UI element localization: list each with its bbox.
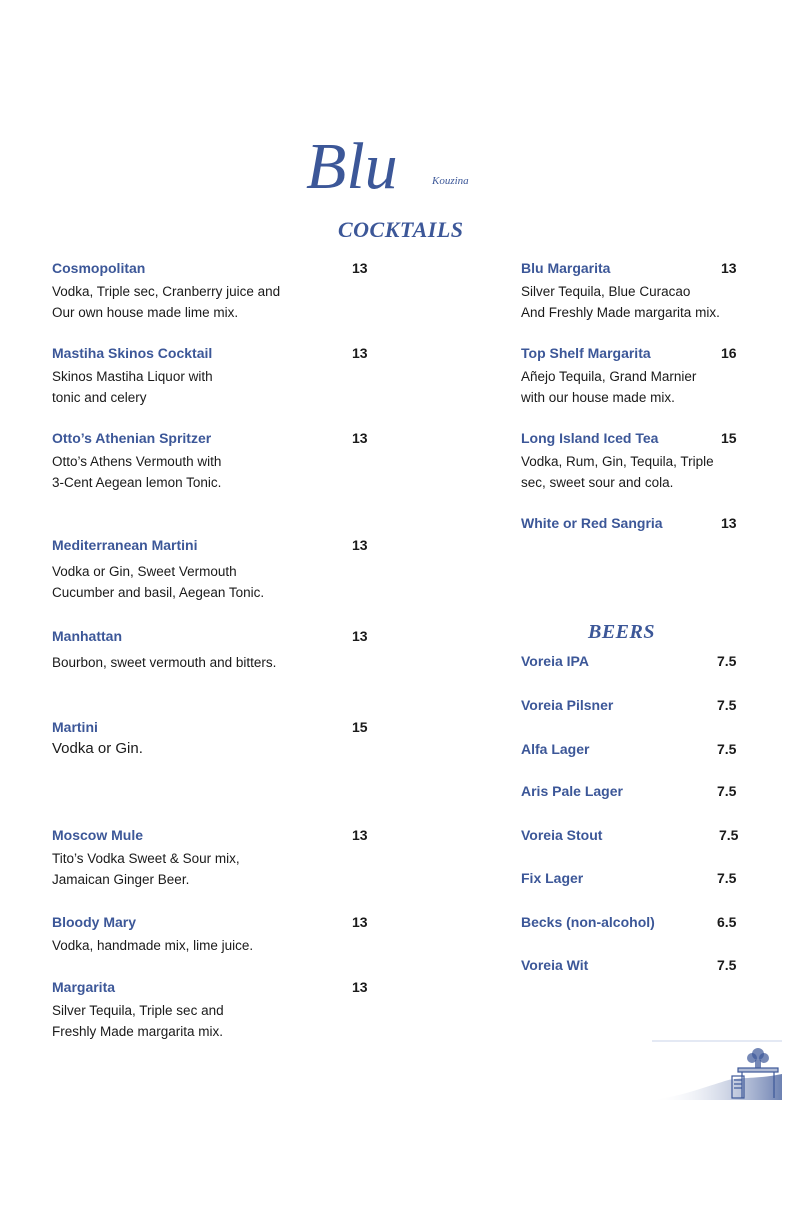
cocktail-price: 13 bbox=[721, 515, 737, 531]
cocktail-price: 13 bbox=[352, 260, 368, 276]
beer-price: 7.5 bbox=[719, 827, 739, 843]
cocktail-description: Vodka, Triple sec, Cranberry juice and Our own house made lime mix. bbox=[52, 284, 281, 320]
beer-name: Alfa Lager bbox=[521, 741, 590, 757]
beer-price: 7.5 bbox=[717, 783, 737, 799]
cocktail-name: Margarita bbox=[52, 979, 116, 995]
cocktail-description: Silver Tequila, Blue Curacao And Freshly Made margarita mix. bbox=[521, 284, 720, 320]
logo-wordmark: Blu bbox=[306, 130, 398, 202]
cocktail-description: Otto’s Athens Vermouth with 3-Cent Aegean lemon Tonic. bbox=[52, 454, 222, 490]
cocktail-description: Añejo Tequila, Grand Marnier with our house made mix. bbox=[521, 369, 697, 405]
beer-price: 7.5 bbox=[717, 653, 737, 669]
cocktail-name: Mastiha Skinos Cocktail bbox=[52, 345, 213, 361]
beer-name: Voreia Pilsner bbox=[521, 697, 614, 713]
beer-name: Becks (non-alcohol) bbox=[521, 914, 655, 930]
beer-name: Voreia Stout bbox=[521, 827, 603, 843]
beer-name: Aris Pale Lager bbox=[521, 783, 623, 799]
cocktail-name: Manhattan bbox=[52, 628, 122, 644]
beer-name: Voreia IPA bbox=[521, 653, 589, 669]
cocktail-name: White or Red Sangria bbox=[521, 515, 663, 531]
cocktail-price: 15 bbox=[721, 430, 737, 446]
beer-name: Fix Lager bbox=[521, 870, 584, 886]
cocktail-price: 13 bbox=[352, 979, 368, 995]
beer-price: 7.5 bbox=[717, 870, 737, 886]
cocktail-name: Otto’s Athenian Spritzer bbox=[52, 430, 212, 446]
taverna-table-illustration bbox=[652, 1040, 782, 1102]
cocktail-description: Vodka or Gin, Sweet Vermouth Cucumber and basil, Aegean Tonic. bbox=[52, 564, 265, 600]
beer-price: 6.5 bbox=[717, 914, 737, 930]
cocktail-price: 13 bbox=[352, 430, 368, 446]
cocktail-description: Silver Tequila, Triple sec and Freshly Made margarita mix. bbox=[52, 1003, 224, 1039]
beers-title: BEERS bbox=[588, 621, 655, 643]
cocktail-price: 13 bbox=[352, 628, 368, 644]
cocktail-name: Long Island Iced Tea bbox=[521, 430, 659, 446]
cocktail-name: Martini bbox=[52, 719, 98, 735]
cocktail-name: Cosmopolitan bbox=[52, 260, 146, 276]
cocktail-description: Vodka, Rum, Gin, Tequila, Triple sec, sweet sour and cola. bbox=[521, 454, 714, 490]
cocktail-name: Top Shelf Margarita bbox=[521, 345, 651, 361]
cocktail-description: Tito’s Vodka Sweet & Sour mix, Jamaican Ginger Beer. bbox=[52, 851, 240, 887]
cocktail-price: 13 bbox=[352, 537, 368, 553]
cocktail-description: Vodka, handmade mix, lime juice. bbox=[52, 938, 254, 953]
cocktails-title: COCKTAILS bbox=[338, 217, 464, 242]
beer-price: 7.5 bbox=[717, 741, 737, 757]
cocktail-price: 15 bbox=[352, 719, 368, 735]
cocktail-name: Bloody Mary bbox=[52, 914, 137, 930]
beer-price: 7.5 bbox=[717, 957, 737, 973]
beer-list bbox=[521, 653, 741, 983]
logo-subtext: Kouzina bbox=[432, 175, 469, 187]
blu-kouzina-logo bbox=[300, 122, 500, 202]
cocktail-price: 13 bbox=[352, 345, 368, 361]
beer-name: Voreia Wit bbox=[521, 957, 589, 973]
cocktail-description: Bourbon, sweet vermouth and bitters. bbox=[52, 655, 277, 670]
cocktail-name: Mediterranean Martini bbox=[52, 537, 198, 553]
cocktail-description: Vodka or Gin. bbox=[52, 740, 143, 757]
cocktail-price: 13 bbox=[352, 914, 368, 930]
cocktail-name: Moscow Mule bbox=[52, 827, 144, 843]
cocktail-description: Skinos Mastiha Liquor with tonic and celery bbox=[52, 369, 213, 405]
cocktail-name: Blu Margarita bbox=[521, 260, 611, 276]
cocktail-price: 13 bbox=[721, 260, 737, 276]
cocktail-price: 13 bbox=[352, 827, 368, 843]
cocktail-price: 16 bbox=[721, 345, 737, 361]
beer-price: 7.5 bbox=[717, 697, 737, 713]
